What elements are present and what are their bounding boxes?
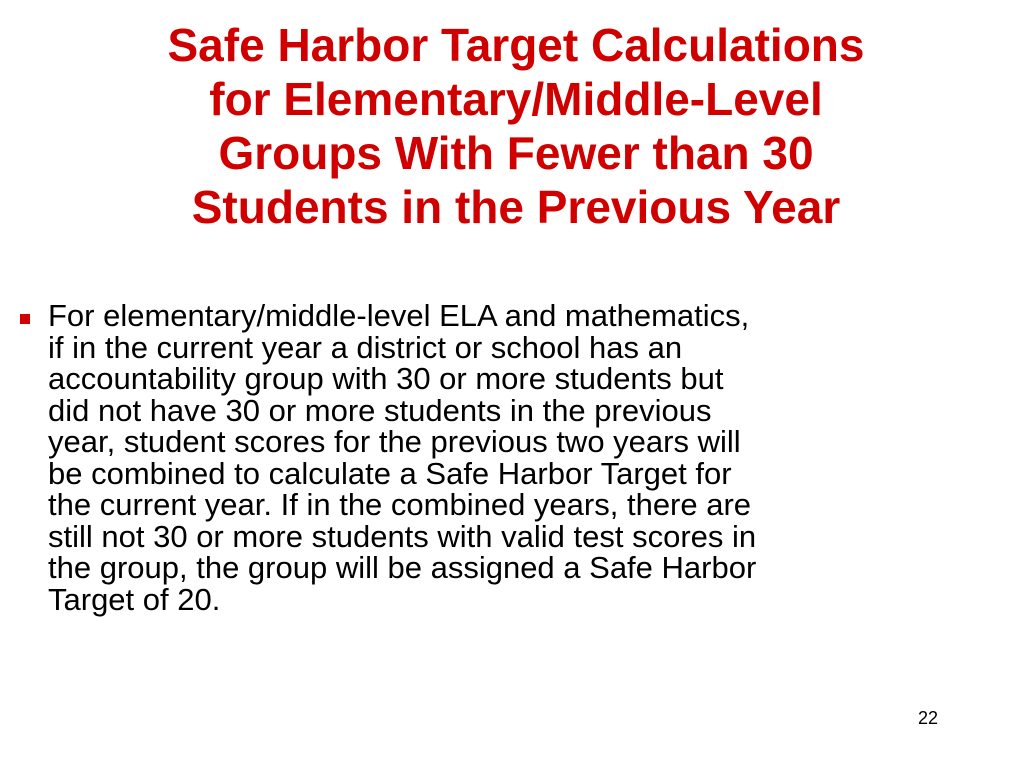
bullet-text-line: did not have 30 or more students in the previous [48, 392, 712, 428]
bullet-text-line: be combined to calculate a Safe Harbor Target for [48, 455, 732, 491]
bullet-text-line: if in the current year a district or school has an [48, 329, 683, 365]
bullet-text-line: the group, the group will be assigned a Safe Harbor [48, 550, 757, 585]
bullet-text-line: For elementary/middle-level ELA and mathematics, [48, 298, 750, 333]
slide-title-line: Safe Harbor Target Calculations [167, 19, 865, 71]
bullet-text-line: Target of 20. [48, 581, 221, 617]
page-number: 22 [917, 708, 938, 728]
bullet-list [12, 300, 992, 615]
slide-title-line: for Elementary/Middle-Level [209, 73, 823, 125]
square-bullet-icon [20, 314, 30, 324]
bullet-text-line: year, student scores for the previous two years will [48, 424, 741, 459]
slide-title [60, 18, 972, 234]
bullet-text [48, 300, 978, 615]
slide-title-line: Students in the Previous Year [191, 181, 841, 233]
bullet-item [12, 300, 992, 615]
bullet-text-line: still not 30 or more students with valid test scores in [48, 518, 757, 554]
slide-title-line: Groups With Fewer than 30 [218, 127, 814, 179]
bullet-text-line: the current year. If in the combined years, there are [48, 487, 752, 522]
bullet-text-line: accountability group with 30 or more students but [48, 361, 724, 396]
